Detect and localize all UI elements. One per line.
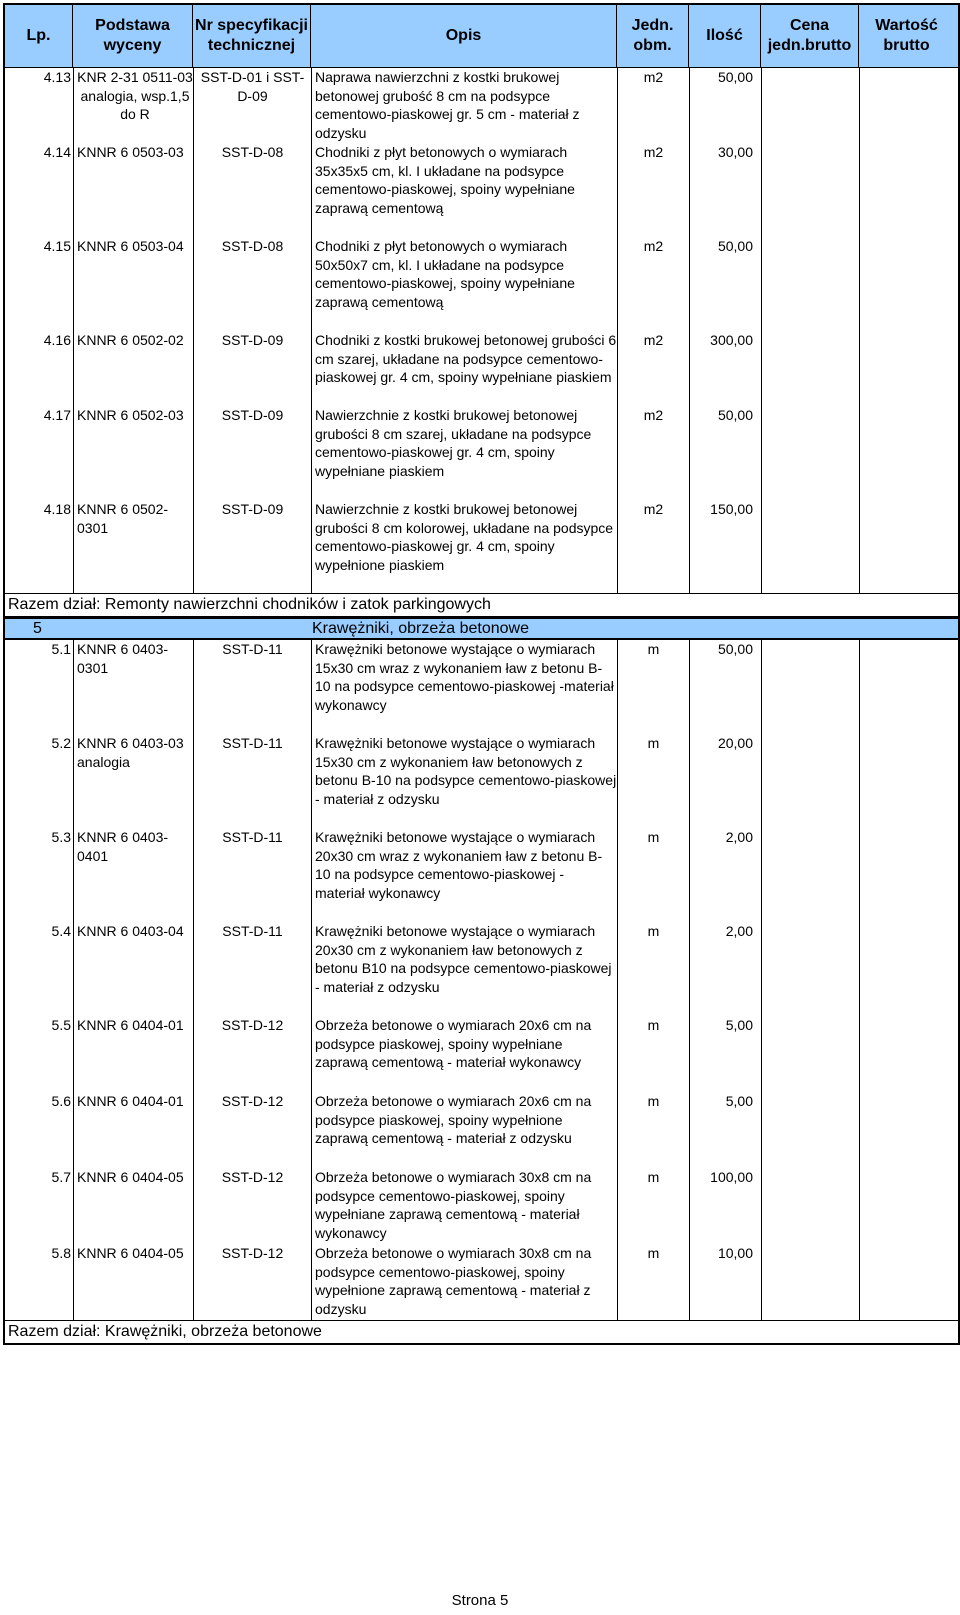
header-cena: Cena jedn.brutto bbox=[761, 5, 859, 67]
table-header bbox=[5, 5, 958, 68]
cell-wartosc bbox=[859, 734, 954, 828]
cell-spec: SST-D-12 bbox=[193, 1168, 311, 1244]
cell-lp: 5.3 bbox=[51, 829, 71, 845]
cell-wartosc bbox=[859, 640, 954, 734]
cell-spec: SST-D-12 bbox=[193, 1092, 311, 1168]
cell-opis: Obrzeża betonowe o wymiarach 20x6 cm na podsypce piaskowej, spoiny wypełniane zaprawą cementową - materiał wykonawcy bbox=[311, 1016, 617, 1092]
cell-wartosc bbox=[859, 237, 954, 331]
cell-ilosc: 30,00 bbox=[689, 143, 761, 237]
table-row bbox=[5, 237, 958, 331]
cell-cena bbox=[761, 734, 859, 828]
cell-ilosc: 300,00 bbox=[689, 331, 761, 406]
cell-ilosc: 50,00 bbox=[689, 68, 761, 143]
cell-ilosc: 50,00 bbox=[689, 640, 761, 734]
cell-opis: Krawężniki betonowe wystające o wymiarach 20x30 cm wraz z wykonaniem ław z betonu B-10 na podsypce cementowo-piaskowej - materiał wykonawcy bbox=[311, 828, 617, 922]
cell-cena bbox=[761, 331, 859, 406]
cell-podstawa: KNNR 6 0404-05 bbox=[73, 1244, 193, 1320]
cell-cena bbox=[761, 143, 859, 237]
cell-lp: 4.14 bbox=[43, 144, 71, 160]
cell-jedn: m bbox=[617, 640, 689, 734]
cell-spec: SST-D-08 bbox=[193, 143, 311, 237]
cell-wartosc bbox=[859, 1168, 954, 1244]
cell-cena bbox=[761, 237, 859, 331]
table-row bbox=[5, 1244, 958, 1320]
cell-jedn: m bbox=[617, 1092, 689, 1168]
table-row bbox=[5, 68, 958, 143]
cell-wartosc bbox=[859, 68, 954, 143]
cell-cena bbox=[761, 1168, 859, 1244]
cell-ilosc: 100,00 bbox=[689, 1168, 761, 1244]
header-wartosc: Wartość brutto bbox=[875, 17, 938, 54]
cell-jedn: m bbox=[617, 922, 689, 1016]
cell-podstawa: KNNR 6 0403-04 bbox=[73, 922, 193, 1016]
cell-wartosc bbox=[859, 1244, 954, 1320]
cell-lp: 5.1 bbox=[51, 641, 71, 657]
cell-ilosc: 50,00 bbox=[689, 406, 761, 500]
cell-opis: Nawierzchnie z kostki brukowej betonowej grubości 8 cm kolorowej, układane na podsypce cementowo-piaskowej gr. 4 cm, spoiny wypełnione piaskiem bbox=[311, 500, 617, 593]
cell-lp: 5.7 bbox=[51, 1169, 71, 1185]
cell-ilosc: 5,00 bbox=[689, 1092, 761, 1168]
cell-lp: 5.2 bbox=[51, 735, 71, 751]
cell-jedn: m bbox=[617, 828, 689, 922]
table-row bbox=[5, 143, 958, 237]
cell-podstawa: KNNR 6 0502-02 bbox=[73, 331, 193, 406]
table-row bbox=[5, 1168, 958, 1244]
cell-podstawa: KNNR 6 0403-03 analogia bbox=[73, 734, 193, 828]
table-row bbox=[5, 406, 958, 500]
cell-wartosc bbox=[859, 828, 954, 922]
cell-podstawa: KNNR 6 0502-03 bbox=[73, 406, 193, 500]
cell-cena bbox=[761, 1092, 859, 1168]
cell-lp: 5.4 bbox=[51, 923, 71, 939]
table-row bbox=[5, 828, 958, 922]
cell-spec: SST-D-09 bbox=[193, 331, 311, 406]
cell-podstawa: KNNR 6 0502-0301 bbox=[73, 500, 193, 593]
section-summary: Razem dział: Krawężniki, obrzeża betonowe bbox=[5, 1320, 958, 1345]
cell-spec: SST-D-12 bbox=[193, 1244, 311, 1320]
page-number: Strona 5 bbox=[451, 1592, 509, 1609]
cell-wartosc bbox=[859, 1016, 954, 1092]
cell-cena bbox=[761, 828, 859, 922]
header-podstawa: Podstawa wyceny bbox=[73, 5, 193, 67]
cell-lp: 4.13 bbox=[43, 69, 71, 85]
cell-cena bbox=[761, 922, 859, 1016]
cell-ilosc: 50,00 bbox=[689, 237, 761, 331]
cell-podstawa: KNNR 6 0404-01 bbox=[73, 1092, 193, 1168]
cell-opis: Obrzeża betonowe o wymiarach 30x8 cm na podsypce cementowo-piaskowej, spoiny wypełnione zaprawą cementową - materiał z odzysku bbox=[311, 1244, 617, 1320]
cell-spec: SST-D-08 bbox=[193, 237, 311, 331]
table-row bbox=[5, 1016, 958, 1092]
cell-spec: SST-D-11 bbox=[193, 734, 311, 828]
cell-lp: 5.8 bbox=[51, 1245, 71, 1261]
cell-ilosc: 10,00 bbox=[689, 1244, 761, 1320]
header-ilosc: Ilość bbox=[689, 5, 761, 67]
cell-jedn: m bbox=[617, 1168, 689, 1244]
cell-cena bbox=[761, 640, 859, 734]
cell-podstawa: KNNR 6 0503-03 bbox=[73, 143, 193, 237]
cell-opis: Chodniki z płyt betonowych o wymiarach 35x35x5 cm, kl. I układane na podsypce cementowo-piaskowej, spoiny wypełniane zaprawą cementową bbox=[311, 143, 617, 237]
rows-section-5 bbox=[5, 640, 958, 1320]
cell-opis: Krawężniki betonowe wystające o wymiarach 20x30 cm z wykonaniem ław betonowych z betonu B10 na podsypce cementowo-piaskowej - materiał z odzysku bbox=[311, 922, 617, 1016]
header-jedn: Jedn. obm. bbox=[617, 5, 689, 67]
cell-wartosc bbox=[859, 331, 954, 406]
cell-podstawa: KNR 2-31 0511-03 analogia, wsp.1,5 do R bbox=[73, 68, 193, 143]
table-row bbox=[5, 640, 958, 734]
cell-opis: Nawierzchnie z kostki brukowej betonowej grubości 8 cm szarej, układane na podsypce cementowo-piaskowej gr. 4 cm, spoiny wypełniane piaskiem bbox=[311, 406, 617, 500]
cell-podstawa: KNNR 6 0404-01 bbox=[73, 1016, 193, 1092]
cell-ilosc: 150,00 bbox=[689, 500, 761, 593]
cell-jedn: m2 bbox=[617, 68, 689, 143]
section-title: Krawężniki, obrzeża betonowe bbox=[312, 620, 530, 637]
cell-lp: 4.17 bbox=[43, 407, 71, 423]
cell-ilosc: 5,00 bbox=[689, 1016, 761, 1092]
cell-jedn: m bbox=[617, 1016, 689, 1092]
cell-podstawa: KNNR 6 0404-05 bbox=[73, 1168, 193, 1244]
section-summary: Razem dział: Remonty nawierzchni chodników i zatok parkingowych bbox=[5, 593, 958, 617]
cell-spec: SST-D-11 bbox=[193, 922, 311, 1016]
cell-spec: SST-D-09 bbox=[193, 406, 311, 500]
cell-jedn: m bbox=[617, 1244, 689, 1320]
cell-lp: 5.5 bbox=[51, 1017, 71, 1033]
cell-opis: Obrzeża betonowe o wymiarach 30x8 cm na podsypce cementowo-piaskowej, spoiny wypełniane zaprawą cementową - materiał wykonawcy bbox=[311, 1168, 617, 1244]
cell-spec: SST-D-11 bbox=[193, 828, 311, 922]
cell-jedn: m2 bbox=[617, 143, 689, 237]
cell-lp: 4.18 bbox=[43, 501, 71, 517]
header-nr-spec: Nr specyfikacji technicznej bbox=[193, 5, 311, 67]
cell-jedn: m2 bbox=[617, 500, 689, 593]
cell-jedn: m bbox=[617, 734, 689, 828]
cell-wartosc bbox=[859, 406, 954, 500]
cell-cena bbox=[761, 1244, 859, 1320]
cell-ilosc: 2,00 bbox=[689, 828, 761, 922]
cell-lp: 5.6 bbox=[51, 1093, 71, 1109]
header-opis: Opis bbox=[311, 5, 617, 67]
cell-lp: 4.16 bbox=[43, 332, 71, 348]
cell-wartosc bbox=[859, 143, 954, 237]
cell-jedn: m2 bbox=[617, 237, 689, 331]
table-row bbox=[5, 500, 958, 593]
cell-cena bbox=[761, 1016, 859, 1092]
table-row bbox=[5, 734, 958, 828]
cell-wartosc bbox=[859, 922, 954, 1016]
cell-cena bbox=[761, 68, 859, 143]
cell-cena bbox=[761, 406, 859, 500]
cell-opis: Krawężniki betonowe wystające o wymiarach 15x30 cm wraz z wykonaniem ław z betonu B-10 na podsypce cementowo-piaskowej -materiał wykonawcy bbox=[311, 640, 617, 734]
cell-lp: 4.15 bbox=[43, 238, 71, 254]
cell-ilosc: 20,00 bbox=[689, 734, 761, 828]
cell-spec: SST-D-09 bbox=[193, 500, 311, 593]
header-lp: Lp. bbox=[5, 5, 73, 67]
cell-wartosc bbox=[859, 500, 954, 593]
cell-opis: Obrzeża betonowe o wymiarach 20x6 cm na podsypce piaskowej, spoiny wypełnione zaprawą cementową - materiał z odzysku bbox=[311, 1092, 617, 1168]
cell-cena bbox=[761, 500, 859, 593]
cell-jedn: m2 bbox=[617, 406, 689, 500]
cell-opis: Naprawa nawierzchni z kostki brukowej betonowej grubość 8 cm na podsypce cementowo-piaskowej gr. 5 cm - materiał z odzysku bbox=[311, 68, 617, 143]
cell-opis: Chodniki z płyt betonowych o wymiarach 50x50x7 cm, kl. I układane na podsypce cementowo-piaskowej, spoiny wypełniane zaprawą cementową bbox=[311, 237, 617, 331]
table-row bbox=[5, 922, 958, 1016]
cell-spec: SST-D-11 bbox=[193, 640, 311, 734]
rows-section-4 bbox=[5, 68, 958, 593]
cell-jedn: m2 bbox=[617, 331, 689, 406]
cell-podstawa: KNNR 6 0403-0401 bbox=[73, 828, 193, 922]
section-header bbox=[3, 617, 960, 640]
cell-podstawa: KNNR 6 0503-04 bbox=[73, 237, 193, 331]
cost-estimate-table bbox=[3, 3, 960, 1345]
cell-podstawa: KNNR 6 0403-0301 bbox=[73, 640, 193, 734]
cell-spec: SST-D-01 i SST-D-09 bbox=[193, 68, 311, 143]
cell-ilosc: 2,00 bbox=[689, 922, 761, 1016]
section-number: 5 bbox=[33, 620, 42, 637]
cell-wartosc bbox=[859, 1092, 954, 1168]
cell-opis: Krawężniki betonowe wystające o wymiarach 15x30 cm z wykonaniem ław betonowych z betonu B-10 na podsypce cementowo-piaskowej - materiał z odzysku bbox=[311, 734, 617, 828]
cell-opis: Chodniki z kostki brukowej betonowej grubości 6 cm szarej, układane na podsypce cementowo-piaskowej gr. 4 cm, spoiny wypełniane piaskiem bbox=[311, 331, 617, 406]
cell-spec: SST-D-12 bbox=[193, 1016, 311, 1092]
table-row bbox=[5, 1092, 958, 1168]
table-row bbox=[5, 331, 958, 406]
